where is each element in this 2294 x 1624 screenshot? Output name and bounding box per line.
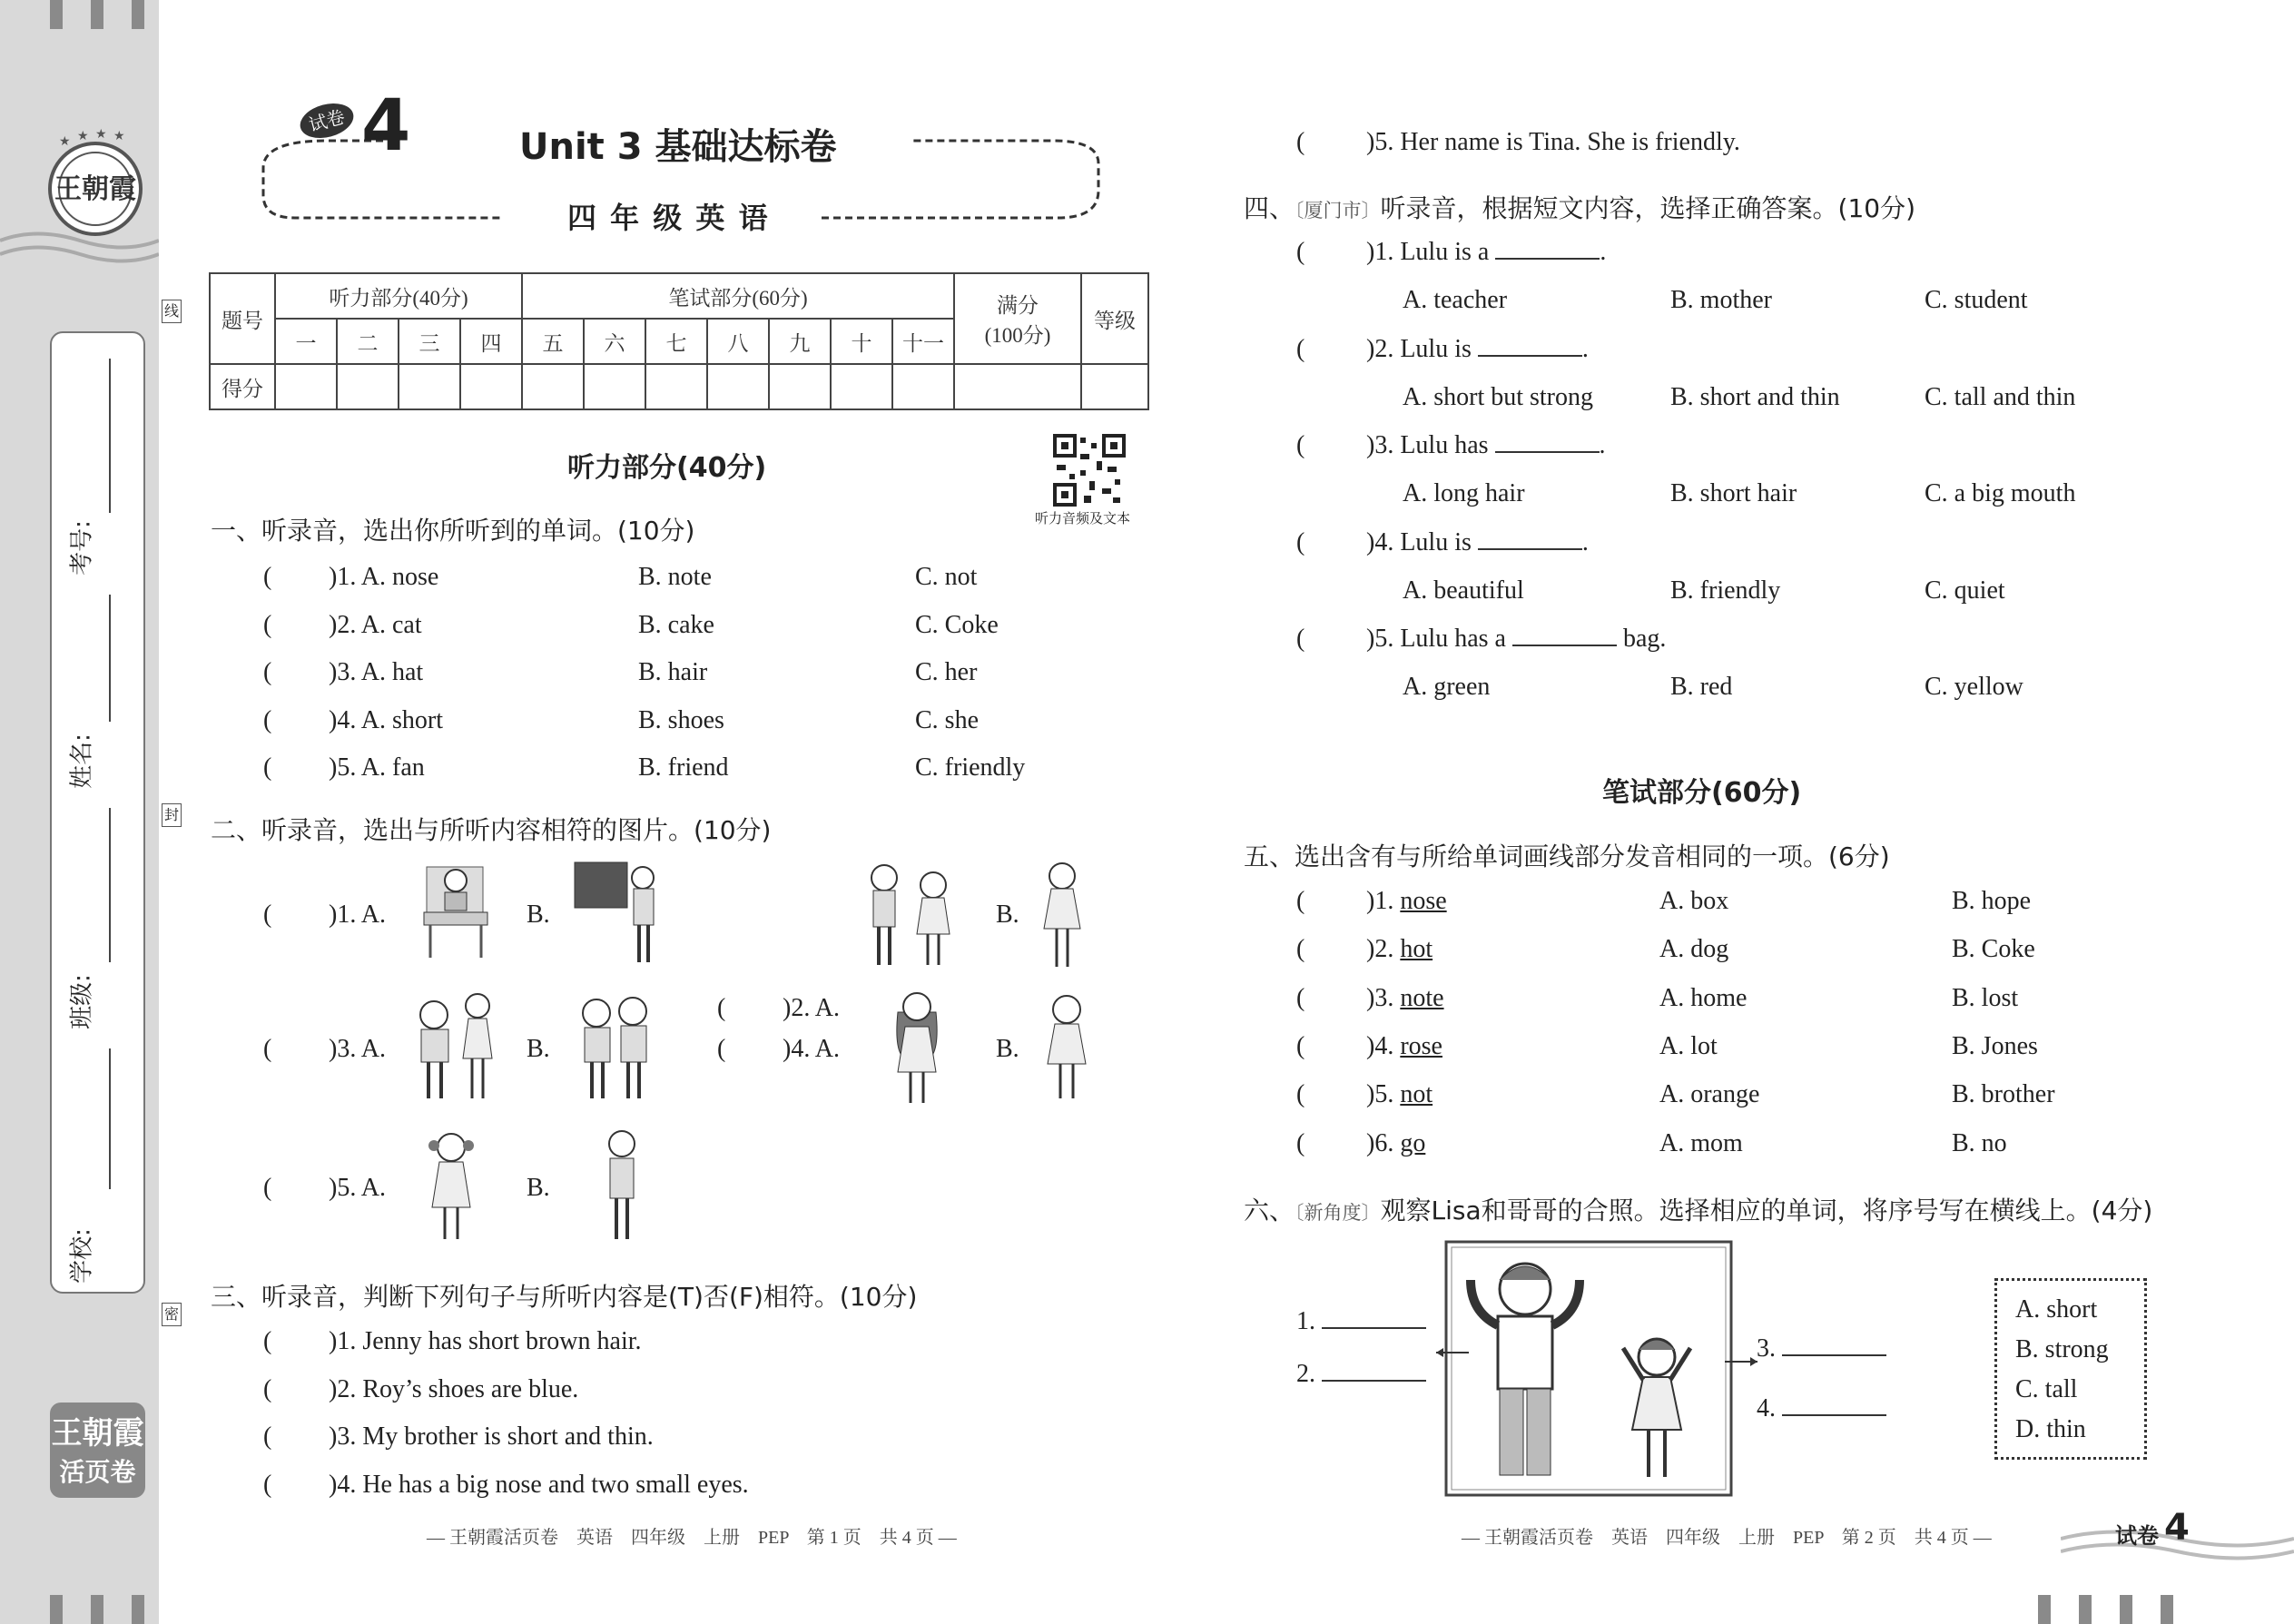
picture-long-hair-girl [885, 985, 949, 1107]
option-c: C. not [915, 563, 978, 591]
option-a: )2. A. cat [329, 610, 422, 639]
th-full-value: (100分) [984, 324, 1051, 347]
statement: )3. My brother is short and thin. [329, 1422, 654, 1451]
question-text: )1. Lulu is a [1366, 238, 1490, 266]
field-exam-no: 考号: [68, 520, 96, 576]
option-a: A. home [1659, 983, 1748, 1012]
footer-num: 4 [2164, 1507, 2190, 1549]
phonics-word [1366, 1032, 1442, 1061]
option-b: B. shoes [638, 705, 724, 734]
th-q: 五 [522, 319, 584, 364]
qr-caption: 听力音频及文本 [1035, 510, 1131, 527]
option-a: A. mom [1659, 1128, 1743, 1157]
picture-label-b: B. [996, 1035, 1019, 1063]
option-b: B. cake [638, 610, 714, 639]
answer-paren[interactable]: ( [263, 1174, 272, 1202]
blank-num: 2. [1296, 1360, 1315, 1388]
item-num: )3. [1366, 983, 1401, 1012]
question [1366, 335, 1589, 364]
answer-paren[interactable]: ( [1296, 128, 1305, 156]
option-b: B. friendly [1670, 576, 1781, 605]
picture-two-children [859, 858, 959, 971]
answer-paren[interactable]: ( [1296, 625, 1305, 653]
brand-name: 王朝霞 [51, 1415, 144, 1452]
option-a: A. box [1659, 887, 1729, 915]
answer-paren[interactable]: ( [263, 563, 272, 591]
th-q: 十一 [892, 319, 954, 364]
section-6-num: 六、 [1244, 1196, 1295, 1225]
writing-title: 笔试部分(60分) [1602, 777, 1802, 809]
section-3-item-5: )5. Her name is Tina. She is friendly. [1366, 128, 1740, 156]
section-3-title: 三、听录音，判断下列句子与所听内容是(T)否(F)相符。(10分) [211, 1282, 918, 1312]
th-listen: 听力部分(40分) [275, 273, 522, 319]
item-num: )4. [1366, 1031, 1401, 1060]
answer-paren[interactable]: ( [263, 705, 272, 734]
answer-paren[interactable]: ( [1296, 935, 1305, 964]
score-cell[interactable] [892, 364, 954, 409]
option-c: C. yellow [1925, 673, 2023, 701]
section-6-text: 观察Lisa和哥哥的合照。选择相应的单词，将序号写在横线上。(4分) [1380, 1196, 2153, 1225]
phonics-word [1366, 1129, 1425, 1158]
phonics-word [1366, 887, 1447, 916]
answer-paren[interactable]: ( [1296, 238, 1305, 266]
option-c: C. friendly [915, 753, 1026, 782]
phonics-word [1366, 1080, 1433, 1109]
question [1366, 528, 1589, 557]
option-a: A. short [2015, 1295, 2098, 1324]
decor-bar [132, 0, 144, 29]
score-cell[interactable] [584, 364, 645, 409]
blank-num: 4. [1757, 1394, 1776, 1422]
option-b: B. hope [1952, 887, 2032, 915]
picture-label-a: )5. A. [329, 1174, 386, 1202]
question [1366, 238, 1606, 267]
option-b: B. no [1952, 1128, 2007, 1157]
cut-mark: 线 [162, 300, 182, 323]
paper-number: 4 [361, 85, 411, 167]
answer-paren[interactable]: ( [1296, 983, 1305, 1012]
option-a: A. beautiful [1403, 576, 1524, 605]
answer-paren[interactable]: ( [263, 1374, 272, 1403]
question [1366, 431, 1606, 460]
picture-two-boys [565, 989, 665, 1103]
option-a: A. long hair [1403, 479, 1525, 507]
th-score: 得分 [210, 364, 275, 409]
field-line [109, 359, 111, 513]
decor-bar [2079, 1595, 2092, 1624]
decor-bar [91, 0, 103, 29]
option-d: D. thin [2015, 1415, 2086, 1443]
blank-3[interactable] [1757, 1334, 1886, 1363]
option-b: B. friend [638, 753, 729, 782]
picture-girl-pigtails [419, 1126, 483, 1244]
option-c: C. tall and thin [1925, 382, 2076, 411]
picture-label-a: )2. A. [783, 994, 840, 1022]
answer-paren[interactable]: ( [1296, 1080, 1305, 1109]
svg-text:★: ★ [77, 129, 89, 143]
picture-teacher-board [570, 858, 665, 967]
section-4-text: 听录音，根据短文内容，选择正确答案。(10分) [1380, 193, 1915, 223]
option-a: A. dog [1659, 935, 1729, 964]
section-6-tag: 〔新角度〕 [1295, 1202, 1381, 1224]
field-line [109, 595, 111, 722]
item-num: )5. [1366, 1080, 1401, 1109]
cut-mark: 密 [162, 1303, 182, 1326]
option-b: B. short and thin [1670, 382, 1840, 411]
question-end: bag. [1616, 625, 1667, 653]
answer-paren[interactable]: ( [263, 658, 272, 686]
option-b: B. brother [1952, 1080, 2055, 1109]
footer-left: — 王朝霞活页卷 英语 四年级 上册 PEP 第 1 页 共 4 页 — [427, 1528, 957, 1548]
qr-code[interactable] [1053, 434, 1126, 507]
svg-text:★: ★ [95, 127, 107, 142]
question-end: . [1600, 238, 1607, 266]
option-b: B. lost [1952, 983, 2019, 1012]
option-a: )3. A. hat [329, 658, 424, 686]
option-b: B. note [638, 563, 712, 591]
answer-paren[interactable]: ( [1296, 887, 1305, 915]
th-q: 二 [337, 319, 399, 364]
svg-text:王朝霞: 王朝霞 [54, 173, 136, 205]
answer-paren[interactable]: ( [1296, 1128, 1305, 1157]
item-num: )1. [1366, 887, 1401, 915]
score-cell[interactable] [645, 364, 707, 409]
answer-paren[interactable]: ( [1296, 334, 1305, 363]
answer-paren[interactable]: ( [263, 901, 272, 929]
th-q: 九 [769, 319, 831, 364]
phonics-word [1366, 984, 1444, 1013]
paper-label: 试卷 [296, 98, 357, 143]
wave-decor [0, 222, 159, 277]
picture-label-a: )1. A. [329, 901, 386, 929]
option-c: C. a big mouth [1925, 479, 2076, 507]
answer-blank[interactable] [1495, 433, 1600, 453]
option-c: C. student [1925, 286, 2028, 314]
picture-girl [1035, 858, 1089, 971]
answer-paren[interactable]: ( [263, 753, 272, 782]
picture-lisa-and-brother [1443, 1239, 1734, 1498]
th-q: 六 [584, 319, 645, 364]
given-word: not [1400, 1080, 1433, 1109]
given-word: note [1400, 983, 1444, 1012]
score-cell[interactable] [954, 364, 1081, 409]
question-text: )5. Lulu has a [1366, 625, 1506, 653]
option-b: B. hair [638, 658, 708, 686]
question-text: )2. Lulu is [1366, 334, 1472, 363]
answer-paren[interactable]: ( [263, 610, 272, 639]
field-class: 班级: [68, 974, 96, 1029]
decor-bar [50, 0, 63, 29]
statement: )2. Roy’s shoes are blue. [329, 1374, 579, 1403]
th-full-label: 满分 [997, 294, 1039, 317]
listening-title: 听力部分(40分) [567, 452, 767, 484]
statement: )1. Jenny has short brown hair. [329, 1327, 642, 1355]
section-4-num: 四、 [1244, 193, 1295, 223]
th-grade: 等级 [1081, 273, 1148, 364]
field-line [109, 808, 111, 962]
score-cell[interactable] [522, 364, 584, 409]
section-4-tag: 〔厦门市〕 [1295, 200, 1381, 221]
option-a: A. orange [1659, 1080, 1760, 1109]
option-c: C. Coke [915, 610, 999, 639]
score-cell[interactable] [831, 364, 892, 409]
option-a: A. short but strong [1403, 382, 1593, 411]
field-name: 姓名: [68, 733, 96, 789]
blank-1[interactable] [1296, 1307, 1426, 1336]
option-a: )4. A. short [329, 705, 443, 734]
decor-bar [50, 1595, 63, 1624]
th-q: 四 [460, 319, 522, 364]
decor-bar [2161, 1595, 2173, 1624]
footer-right: — 王朝霞活页卷 英语 四年级 上册 PEP 第 2 页 共 4 页 — [1462, 1528, 1992, 1548]
option-c: C. her [915, 658, 978, 686]
decor-bar [91, 1595, 103, 1624]
statement: )4. He has a big nose and two small eyes. [329, 1470, 749, 1499]
score-cell[interactable] [399, 364, 460, 409]
question-end: . [1581, 334, 1589, 363]
option-a: A. green [1403, 673, 1491, 701]
student-info-box [50, 331, 145, 1294]
th-write: 笔试部分(60分) [522, 273, 954, 319]
answer-paren[interactable]: ( [717, 1035, 726, 1063]
answer-paren[interactable]: ( [263, 1422, 272, 1451]
answer-paren[interactable]: ( [717, 994, 726, 1022]
section-2-title: 二、听录音，选出与所听内容相符的图片。(10分) [211, 815, 772, 845]
score-cell[interactable] [1081, 364, 1148, 409]
section-1-title: 一、听录音，选出你所听到的单词。(10分) [211, 516, 695, 546]
options-box [1994, 1278, 2147, 1460]
item-num: )6. [1366, 1128, 1401, 1157]
option-a: A. teacher [1403, 286, 1508, 314]
blank-4[interactable] [1757, 1394, 1886, 1423]
item-num: )2. [1366, 935, 1401, 964]
section-5-title: 五、选出含有与所给单词画线部分发音相同的一项。(6分) [1244, 842, 1890, 871]
answer-paren[interactable]: ( [1296, 527, 1305, 556]
field-line [109, 1048, 111, 1189]
question-text: )4. Lulu is [1366, 527, 1472, 556]
picture-label-b: B. [527, 901, 550, 929]
option-b: B. Coke [1952, 935, 2035, 964]
given-word: rose [1400, 1031, 1442, 1060]
answer-blank[interactable] [1512, 626, 1617, 646]
question [1366, 625, 1666, 654]
phonics-word [1366, 935, 1433, 964]
picture-label-b: B. [527, 1174, 550, 1202]
brand-sub: 活页卷 [59, 1457, 136, 1487]
th-q: 十 [831, 319, 892, 364]
svg-text:★: ★ [113, 129, 125, 143]
answer-blank[interactable] [1478, 337, 1582, 357]
question-end: . [1599, 431, 1606, 459]
blank-num: 1. [1296, 1307, 1315, 1335]
brand-badge [50, 1403, 145, 1498]
decor-bar [2120, 1595, 2132, 1624]
option-a: A. lot [1659, 1031, 1718, 1060]
picture-short-hair-girl [1035, 989, 1098, 1103]
option-b: B. Jones [1952, 1031, 2038, 1060]
cut-mark: 封 [162, 803, 182, 827]
score-cell[interactable] [707, 364, 769, 409]
option-c: C. quiet [1925, 576, 2005, 605]
arrow-icon [1723, 1353, 1759, 1371]
picture-boy-girl [407, 989, 507, 1103]
picture-label-b: B. [527, 1035, 550, 1063]
given-word: nose [1400, 887, 1447, 915]
score-cell[interactable] [769, 364, 831, 409]
given-word: hot [1400, 935, 1433, 964]
svg-text:★: ★ [59, 134, 71, 149]
section-6-title [1244, 1191, 2152, 1227]
footer-tag: 试卷 [2115, 1523, 2159, 1549]
option-b: B. short hair [1670, 479, 1797, 507]
picture-teacher-desk [419, 858, 492, 962]
picture-label-a: )4. A. [783, 1035, 840, 1063]
th-full [954, 273, 1081, 364]
blank-2[interactable] [1296, 1360, 1426, 1389]
option-a: )5. A. fan [329, 753, 425, 782]
score-cell[interactable] [337, 364, 399, 409]
score-table [209, 272, 1149, 410]
page-title: Unit 3 基础达标卷 [519, 126, 837, 168]
answer-paren[interactable]: ( [263, 1327, 272, 1355]
score-cell[interactable] [460, 364, 522, 409]
th-q: 一 [275, 319, 337, 364]
option-c: C. she [915, 705, 979, 734]
subtitle: 四 年 级 英 语 [567, 201, 770, 235]
answer-blank[interactable] [1495, 240, 1600, 260]
picture-boy [599, 1126, 645, 1244]
option-a: )1. A. nose [329, 563, 439, 591]
question-end: . [1581, 527, 1589, 556]
th-q: 八 [707, 319, 769, 364]
arrow-icon [1434, 1343, 1471, 1362]
answer-blank[interactable] [1478, 530, 1582, 550]
answer-paren[interactable]: ( [263, 1035, 272, 1063]
blank-num: 3. [1757, 1334, 1776, 1363]
question-text: )3. Lulu has [1366, 431, 1489, 459]
picture-label-a: )3. A. [329, 1035, 386, 1063]
option-b: B. strong [2015, 1335, 2109, 1363]
option-b: B. mother [1670, 286, 1772, 314]
th-num: 题号 [210, 273, 275, 364]
option-c: C. tall [2015, 1375, 2078, 1403]
answer-paren[interactable]: ( [1296, 1031, 1305, 1060]
answer-paren[interactable]: ( [263, 1470, 272, 1499]
th-q: 七 [645, 319, 707, 364]
picture-label-b: B. [996, 901, 1019, 929]
option-b: B. red [1670, 673, 1733, 701]
answer-paren[interactable]: ( [1296, 431, 1305, 459]
th-q: 三 [399, 319, 460, 364]
decor-bar [2038, 1595, 2051, 1624]
section-4-title [1244, 189, 1915, 225]
decor-bar [132, 1595, 144, 1624]
score-cell[interactable] [275, 364, 337, 409]
given-word: go [1400, 1128, 1426, 1157]
field-school: 学校: [68, 1228, 96, 1284]
